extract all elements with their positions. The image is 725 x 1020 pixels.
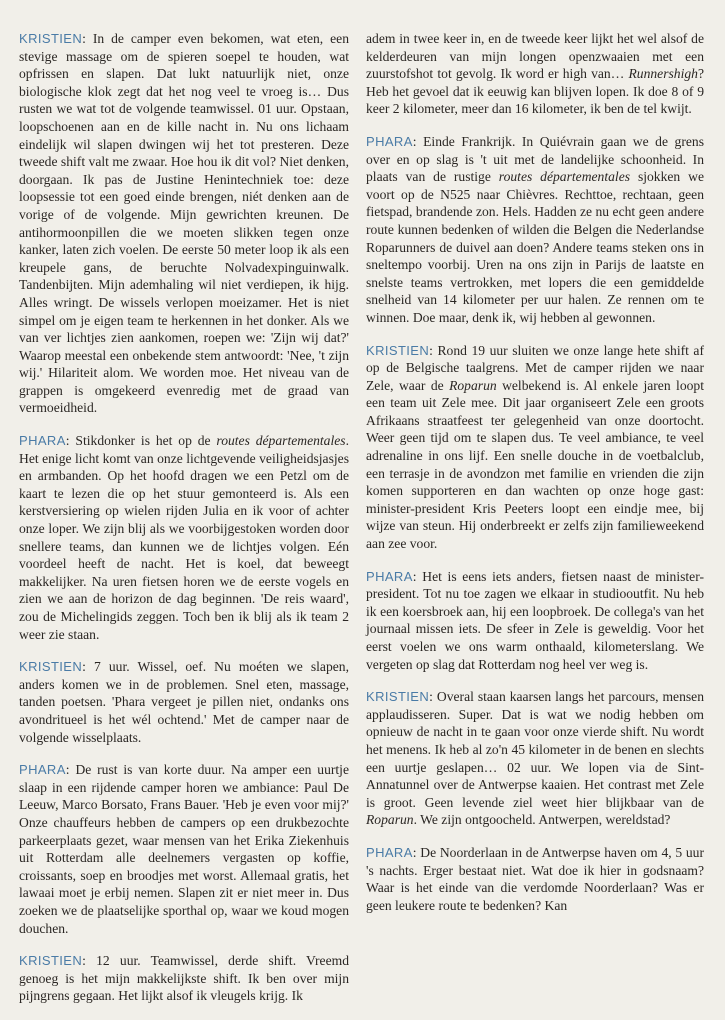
speaker-name: KRISTIEN xyxy=(366,342,430,358)
body-text: Einde Frankrijk. In Quiévrain gaan we de grens over en op slag is 't uit met de landelijke schoonheid. In plaats van de rustige xyxy=(366,133,704,185)
italic-text: routes départementales xyxy=(216,433,346,449)
paragraph xyxy=(19,658,349,746)
body-text: ? Heb het gevoel dat ik eeuwig kan blijven lopen. Ik doe 8 of 9 keer 2 kilometer, meer dan 16 kilometer, ik ben de tel kwijt. xyxy=(366,66,704,117)
paragraph xyxy=(366,568,704,674)
speaker-separator: : xyxy=(429,689,437,705)
body-text: Rond 19 uur sluiten we onze lange hete shift af op de Belgische taalgrens. Met de camper rijden we naar Zele, waar de xyxy=(366,342,704,393)
body-text: 7 uur. Wissel, oef. Nu moéten we slapen, anders komen we in de problemen. Snel eten, massage, tanden poetsen. 'Phara vergeet je pillen niet, ondanks ons avondritueel is het wél ochtend.' Met de camper naar de volgende wisselplaats. xyxy=(19,659,349,745)
speaker-separator: : xyxy=(65,762,76,778)
italic-text: Roparun xyxy=(449,377,497,393)
italic-text: Roparun xyxy=(366,812,414,828)
speaker-name: KRISTIEN xyxy=(366,689,430,705)
body-text: adem in twee keer in, en de tweede keer lijkt het wel alsof de kelderdeuren van mijn longen openzwaaien met een zuurstofshot tot gevolg. Ik word er high van… xyxy=(366,31,704,82)
italic-text: Runnershigh xyxy=(628,66,698,82)
body-text: Het is eens iets anders, fietsen naast de minister-president. Tot nu toe zagen we elkaar in studiooutfit. Nu heb ik een koersbroek aan, hij een loopbroek. De collega's van het journaal missen iets. De sfeer in Zele is geweldig. Voor het eerst voelen we ons warm onthaald, kilometerslang. We vergeten op slag dat Rotterdam nog heel ver weg is. xyxy=(366,568,704,672)
speaker-name: PHARA xyxy=(366,133,413,149)
body-text: Stikdonker is het op de xyxy=(75,433,217,449)
paragraph xyxy=(366,342,704,553)
speaker-name: PHARA xyxy=(19,762,66,778)
body-text: In de camper even bekomen, wat eten, een stevige massage om de spieren soepel te houden, wat opfrissen en slapen. Dat lukt natuurlijk niet, onze biologische klok zegt dat het nog veel te vroeg is… Dus rusten we wat tot de volgende teamwissel. 01 uur. Opstaan, loopschoenen aan en de kille nacht in. Nu ons lichaam eindelijk wil slapen dwingen wij het tot presteren. Deze tweede shift valt me zwaar. Hoe hou ik dit vol? Niet denken, doorgaan. Ik pas de Justine Henintechniek toe: deze loopsessie tot een goed einde brengen, niét denken aan de vorige of de volgende. Mijn gewrichten kreunen. De antihormoonpillen die we moeten slikken tegen onze kanker, laten zich voelen. De eerste 50 meter loop ik als een kreupele gans, de beruchte Nolvadexpinguinwalk. Tandenbijten. Mijn ademhaling wil niet verdiepen, ik hijg. Alles wringt. De wissels verlopen moeizamer. Het is niet simpel om je eigen team te herkennen in het donker. Als we van ver lichtjes zien aankomen, roepen we: 'Zijn wij dat?' Waarop meestal een onbekende stem antwoordt: 'Nee, 't zijn wij.' Hilariteit alom. We worden moe. Het niveau van de grappen is omgekeerd evenredig met de graad van vermoeidheid. xyxy=(19,31,349,416)
body-text: Overal staan kaarsen langs het parcours, mensen applaudisseren. Super. Dat is wat we nodig hebben om opnieuw de nacht in te gaan voor onze vierde shift. Nu wordt het menens. Ik heb al zo'n 45 kilometer in de benen en slechts een uurtje geslapen… 02 uur. We lopen via de Sint-Annatunnel over de Antwerpse kaaien. Het contrast met Zele is groot. Geen levende ziel weet hier blijkbaar van de xyxy=(366,689,705,810)
paragraph xyxy=(366,688,704,829)
speaker-separator: : xyxy=(82,659,94,675)
speaker-separator: : xyxy=(429,342,438,358)
paragraph xyxy=(366,844,704,914)
speaker-name: PHARA xyxy=(19,433,66,449)
speaker-name: KRISTIEN xyxy=(19,953,83,969)
body-text: welbekend is. Al enkele jaren loopt een team uit Zele mee. Dit jaar organiseert Zele een groots Afrikaans straatfeest ter gelegenheid van onze doortocht. Weer geen tijd om te slapen dus. Te veel ambiance, te veel adrenaline in ons lijf. Een snelle douche in de voetbalclub, een terrasje in de avondzon met familie en vrienden die zijn komen supporteren en dan wachten op onze hoge gast: minister-president Kris Peeters loopt een eindje mee, bij wijze van steun. Hij onderbreekt er zelfs zijn familieweekend aan zee voor. xyxy=(366,377,704,552)
paragraph xyxy=(19,952,349,1005)
speaker-separator: : xyxy=(412,568,423,584)
body-text: . We zijn ontgoocheld. Antwerpen, wereldstad? xyxy=(413,812,671,828)
left-column xyxy=(19,30,349,1020)
paragraph xyxy=(366,30,704,118)
paragraph xyxy=(19,761,349,937)
body-text: De rust is van korte duur. Na amper een uurtje slaap in een rijdende camper horen we ambiance: Paul De Leeuw, Marco Borsato, Frans Bauer. 'Heb je even voor mij?' Onze chauffeurs hebben de campers op een drukbezochte parkeerplaats gezet, waar mensen van het Erika Ziekenhuis uit Rotterdam alle deelnemers vergasten op koffie, croissants, soep en broodjes met worst. Allemaal gratis, het lawaai moet je erbij nemen. Slapen zit er niet meer in. Dus zoeken we de plaatselijke sporthal op, waar we koud mogen douchen. xyxy=(19,762,349,936)
body-text: De Noorderlaan in de Antwerpse haven om 4, 5 uur 's nachts. Erger bestaat niet. Wat doe ik hier in godsnaam? Waar is het einde van die verdomde Noorderlaan? Was er geen leukere route te bedenken? Kan xyxy=(366,844,704,913)
body-text: . Het enige licht komt van onze lichtgevende veiligheidsjasjes en armbanden. Op het hoofd dragen we een Petzl om de kaart te lezen die op het stuur gemonteerd is. Als een kerstversiering op wielen rijden Julia en ik voor of achter onze loper. We zijn blij als we voorbijgestoken worden door snellere teams, dan kunnen we de lichtjes volgen. Eén voordeel heeft de nacht. Het is koel, dat beweegt makkelijker. Na uren fietsen horen we de eerste vogels en zien we aan de horizon de dag beginnen. 'De reis waard', zou de Michelingids zeggen. Toch ben ik blij als ik team 2 weer zie staan. xyxy=(19,433,349,642)
speaker-separator: : xyxy=(412,844,421,860)
body-text: sjokken we voort op de N525 naar Chièvres. Rechttoe, rechtaan, geen fietspad, brandende zon. Hels. Hadden ze nu echt geen andere route kunnen bedenken of wilden die Belgen die Nederlandse Roparunners de duivel aan doen? Andere teams steken ons in sneltempo voorbij. Uren na ons zijn in Parijs de laatste en snelste teams vertrokken, met lopers die een gemiddelde snelheid van 14 kilometer per uur halen. Ze rennen om te winnen. Doe maar, denk ik, wij hebben al gewonnen. xyxy=(366,169,704,325)
speaker-separator: : xyxy=(82,31,93,46)
speaker-separator: : xyxy=(82,953,97,969)
speaker-name: KRISTIEN xyxy=(19,659,83,675)
speaker-separator: : xyxy=(412,133,424,149)
body-text: 12 uur. Teamwissel, derde shift. Vreemd genoeg is het mijn makkelijkste shift. Ik ben over mijn pijngrens gegaan. Het lijkt alsof ik vleugels krijg. Ik xyxy=(19,953,349,1004)
paragraph xyxy=(19,30,349,417)
speaker-name: PHARA xyxy=(366,844,413,860)
paragraph xyxy=(366,133,704,327)
paragraph xyxy=(19,432,349,643)
italic-text: routes départementales xyxy=(498,169,631,185)
speaker-separator: : xyxy=(65,433,76,449)
speaker-name: KRISTIEN xyxy=(19,31,83,46)
right-column xyxy=(366,30,704,929)
speaker-name: PHARA xyxy=(366,568,413,584)
